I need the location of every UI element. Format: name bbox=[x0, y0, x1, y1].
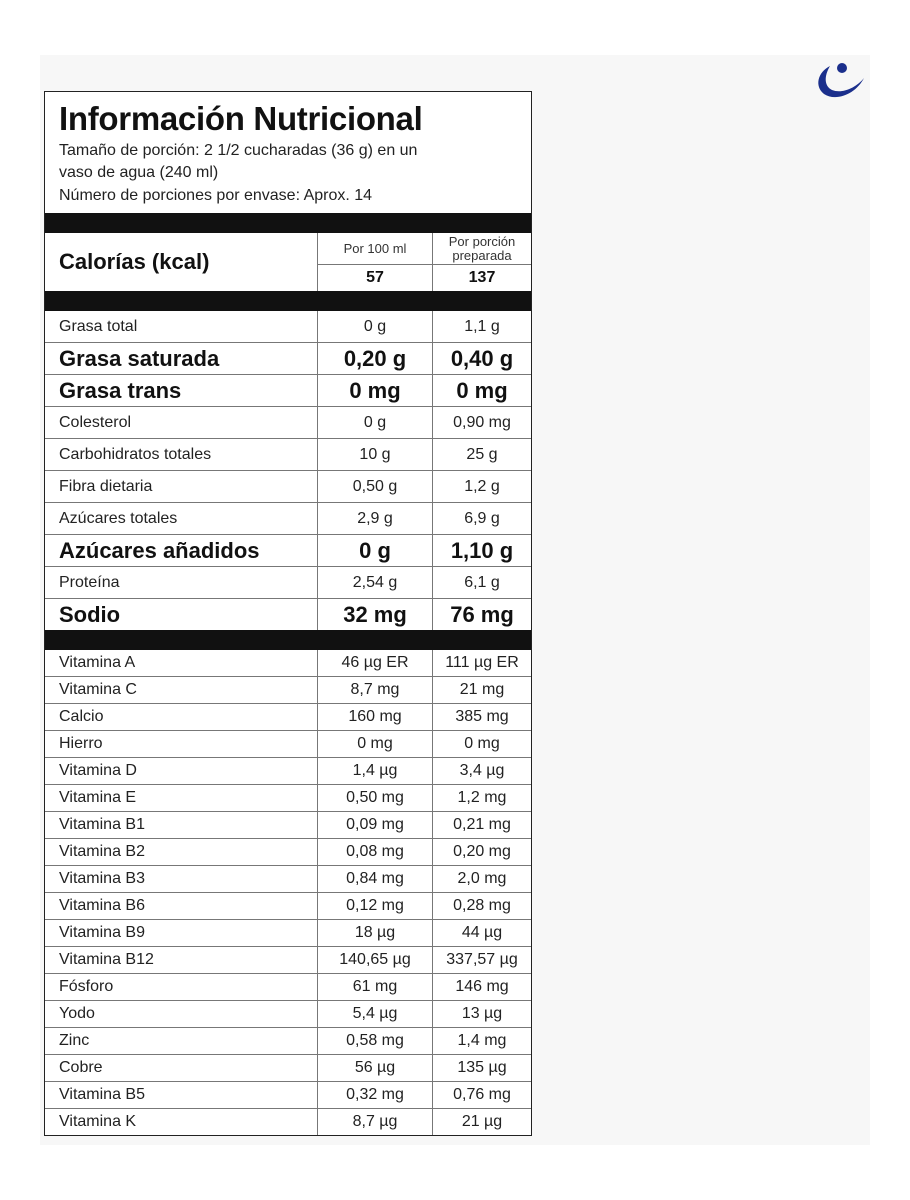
vitamin-row-name: Fósforo bbox=[45, 974, 318, 1001]
vitamin-row-name: Vitamina K bbox=[45, 1109, 318, 1136]
vitamin-row-per-100ml: 160 mg bbox=[318, 704, 433, 731]
vitamin-row-per-100ml: 8,7 µg bbox=[318, 1109, 433, 1136]
vitamin-row-per-100ml: 8,7 mg bbox=[318, 677, 433, 704]
nutrient-row-per-100ml: 0,50 g bbox=[318, 471, 433, 503]
column-header-per-serving-line-1: Por porción bbox=[448, 233, 516, 249]
vitamin-row bbox=[45, 1082, 531, 1109]
vitamin-row-name: Cobre bbox=[45, 1055, 318, 1082]
nutrient-row-per-100ml: 2,9 g bbox=[318, 503, 433, 535]
vitamin-row-name: Vitamina B9 bbox=[45, 920, 318, 947]
calories-per-100ml: 57 bbox=[318, 265, 433, 292]
nutrient-row bbox=[45, 407, 531, 439]
nutrient-row-per-serving: 25 g bbox=[433, 439, 532, 471]
vitamin-row-per-100ml: 0,58 mg bbox=[318, 1028, 433, 1055]
nutrient-row bbox=[45, 471, 531, 503]
vitamin-row-per-serving: 1,2 mg bbox=[433, 785, 532, 812]
nutrient-row-name: Grasa trans bbox=[45, 375, 318, 407]
vitamin-row bbox=[45, 650, 531, 677]
thick-divider bbox=[45, 291, 531, 311]
nutrient-row-name: Azúcares añadidos bbox=[45, 535, 318, 567]
vitamin-row bbox=[45, 920, 531, 947]
nutrient-row-per-100ml: 0 mg bbox=[318, 375, 433, 407]
nutrient-row-name: Sodio bbox=[45, 599, 318, 631]
vitamin-row bbox=[45, 1028, 531, 1055]
column-header-per-serving-line-2: preparada bbox=[452, 247, 512, 263]
nutrient-row bbox=[45, 311, 531, 343]
vitamin-row bbox=[45, 812, 531, 839]
nutrient-row-per-serving: 0 mg bbox=[433, 375, 532, 407]
vitamin-row-name: Yodo bbox=[45, 1001, 318, 1028]
vitamin-row bbox=[45, 785, 531, 812]
vitamin-row-name: Vitamina B6 bbox=[45, 893, 318, 920]
vitamin-row-name: Hierro bbox=[45, 731, 318, 758]
vitamin-row-per-100ml: 56 µg bbox=[318, 1055, 433, 1082]
nutrient-row-per-100ml: 0,20 g bbox=[318, 343, 433, 375]
nutrient-row-name: Colesterol bbox=[45, 407, 318, 439]
vitamin-row-per-100ml: 61 mg bbox=[318, 974, 433, 1001]
vitamin-row-per-serving: 3,4 µg bbox=[433, 758, 532, 785]
vitamin-row-per-100ml: 0,08 mg bbox=[318, 839, 433, 866]
nutrient-row-per-serving: 0,40 g bbox=[433, 343, 532, 375]
vitamin-row-per-serving: 44 µg bbox=[433, 920, 532, 947]
vitamin-row-per-serving: 13 µg bbox=[433, 1001, 532, 1028]
calories-per-serving: 137 bbox=[468, 269, 496, 286]
nutrient-row-name: Azúcares totales bbox=[45, 503, 318, 535]
vitamin-row-per-serving: 146 mg bbox=[433, 974, 532, 1001]
nutrient-row-name: Proteína bbox=[45, 567, 318, 599]
nutrient-row-name: Grasa saturada bbox=[45, 343, 318, 375]
brand-logo-icon bbox=[808, 54, 870, 102]
nutrient-row-name: Carbohidratos totales bbox=[45, 439, 318, 471]
column-header-per-serving bbox=[433, 233, 532, 265]
serving-size bbox=[59, 140, 517, 184]
vitamin-row-per-serving: 21 mg bbox=[433, 677, 532, 704]
vitamin-row bbox=[45, 1109, 531, 1136]
nutrient-row-per-100ml: 2,54 g bbox=[318, 567, 433, 599]
nutrients-table bbox=[45, 311, 531, 630]
nutrient-row-per-100ml: 0 g bbox=[318, 407, 433, 439]
vitamin-row-name: Vitamina B1 bbox=[45, 812, 318, 839]
nutrient-row-per-100ml: 10 g bbox=[318, 439, 433, 471]
vitamin-row bbox=[45, 1001, 531, 1028]
vitamin-row-per-100ml: 0,32 mg bbox=[318, 1082, 433, 1109]
vitamin-row-per-serving: 0,28 mg bbox=[433, 893, 532, 920]
vitamin-row-per-serving: 135 µg bbox=[433, 1055, 532, 1082]
vitamin-row-per-100ml: 140,65 µg bbox=[318, 947, 433, 974]
nutrient-row-per-serving: 1,10 g bbox=[433, 535, 532, 567]
vitamin-row-name: Calcio bbox=[45, 704, 318, 731]
nutrient-row-per-serving: 1,1 g bbox=[433, 311, 532, 343]
vitamin-row bbox=[45, 677, 531, 704]
vitamin-row-name: Vitamina A bbox=[45, 650, 318, 677]
vitamin-row bbox=[45, 758, 531, 785]
nutrient-row-per-100ml: 0 g bbox=[318, 311, 433, 343]
vitamin-row-name: Vitamina E bbox=[45, 785, 318, 812]
vitamin-row-per-serving: 0,20 mg bbox=[433, 839, 532, 866]
calories-header-row bbox=[45, 233, 531, 265]
serving-size-line-1: Tamaño de porción: 2 1/2 cucharadas (36 g) en un bbox=[59, 142, 418, 159]
vitamin-row-per-serving: 21 µg bbox=[461, 1113, 503, 1130]
vitamin-row-per-serving: 0,21 mg bbox=[433, 812, 532, 839]
vitamin-row bbox=[45, 974, 531, 1001]
nutrient-row-per-serving: 6,9 g bbox=[433, 503, 532, 535]
vitamin-row-per-serving: 111 µg ER bbox=[433, 650, 532, 677]
calories-table bbox=[45, 233, 531, 291]
vitamin-row-per-serving: 0,76 mg bbox=[433, 1082, 532, 1109]
vitamin-row-per-serving: 385 mg bbox=[433, 704, 532, 731]
vitamin-row-per-100ml: 0 mg bbox=[318, 731, 433, 758]
nutrient-row bbox=[45, 375, 531, 407]
thick-divider bbox=[45, 213, 531, 233]
vitamin-row-name: Vitamina B12 bbox=[45, 947, 318, 974]
nutrient-row bbox=[45, 439, 531, 471]
vitamin-row-per-100ml: 1,4 µg bbox=[318, 758, 433, 785]
vitamin-row-per-serving: 2,0 mg bbox=[433, 866, 532, 893]
vitamin-row-per-100ml: 0,09 mg bbox=[318, 812, 433, 839]
thick-divider bbox=[45, 630, 531, 650]
vitamin-row bbox=[45, 893, 531, 920]
vitamin-row-name: Vitamina B2 bbox=[45, 839, 318, 866]
vitamin-row-name: Vitamina B5 bbox=[45, 1082, 318, 1109]
vitamin-row-per-100ml: 0,84 mg bbox=[318, 866, 433, 893]
vitamin-row bbox=[45, 866, 531, 893]
calories-label: Calorías (kcal) bbox=[45, 233, 318, 291]
vitamin-row bbox=[45, 704, 531, 731]
nutrition-facts-label bbox=[44, 91, 532, 1136]
nutrient-row bbox=[45, 599, 531, 631]
nutrient-row-name: Grasa total bbox=[45, 311, 318, 343]
nutrient-row-per-serving: 6,1 g bbox=[433, 567, 532, 599]
vitamin-row-per-100ml: 18 µg bbox=[318, 920, 433, 947]
vitamin-row-per-100ml: 0,50 mg bbox=[318, 785, 433, 812]
vitamin-row bbox=[45, 947, 531, 974]
vitamin-row-per-serving: 337,57 µg bbox=[433, 947, 532, 974]
vitamin-row bbox=[45, 1055, 531, 1082]
nutrient-row bbox=[45, 535, 531, 567]
nutrient-row-per-serving: 0,90 mg bbox=[433, 407, 532, 439]
vitamin-row-per-100ml: 5,4 µg bbox=[318, 1001, 433, 1028]
nutrient-row-per-serving: 1,2 g bbox=[433, 471, 532, 503]
vitamin-row-name: Zinc bbox=[45, 1028, 318, 1055]
vitamin-row-name: Vitamina D bbox=[45, 758, 318, 785]
nutrient-row bbox=[45, 567, 531, 599]
serving-size-line-2: vaso de agua (240 ml) bbox=[59, 164, 219, 181]
vitamin-row-per-serving: 1,4 mg bbox=[433, 1028, 532, 1055]
servings-per-container: Número de porciones por envase: Aprox. 14 bbox=[59, 187, 373, 204]
column-header-per-100ml: Por 100 ml bbox=[318, 233, 433, 265]
vitamin-row-name: Vitamina C bbox=[45, 677, 318, 704]
nutrient-row-name: Fibra dietaria bbox=[45, 471, 318, 503]
nutrient-row-per-serving: 76 mg bbox=[450, 601, 514, 627]
vitamin-row-name: Vitamina B3 bbox=[45, 866, 318, 893]
vitamin-row-per-100ml: 46 µg ER bbox=[318, 650, 433, 677]
nutrient-row bbox=[45, 503, 531, 535]
label-header bbox=[45, 92, 531, 213]
nutrient-row bbox=[45, 343, 531, 375]
vitamins-minerals-table bbox=[45, 650, 531, 1135]
vitamin-row bbox=[45, 731, 531, 758]
vitamin-row-per-serving: 0 mg bbox=[433, 731, 532, 758]
vitamin-row bbox=[45, 839, 531, 866]
label-title: Información Nutricional bbox=[59, 100, 423, 137]
vitamin-row-per-100ml: 0,12 mg bbox=[318, 893, 433, 920]
nutrient-row-per-100ml: 0 g bbox=[318, 535, 433, 567]
nutrient-row-per-100ml: 32 mg bbox=[318, 599, 433, 631]
